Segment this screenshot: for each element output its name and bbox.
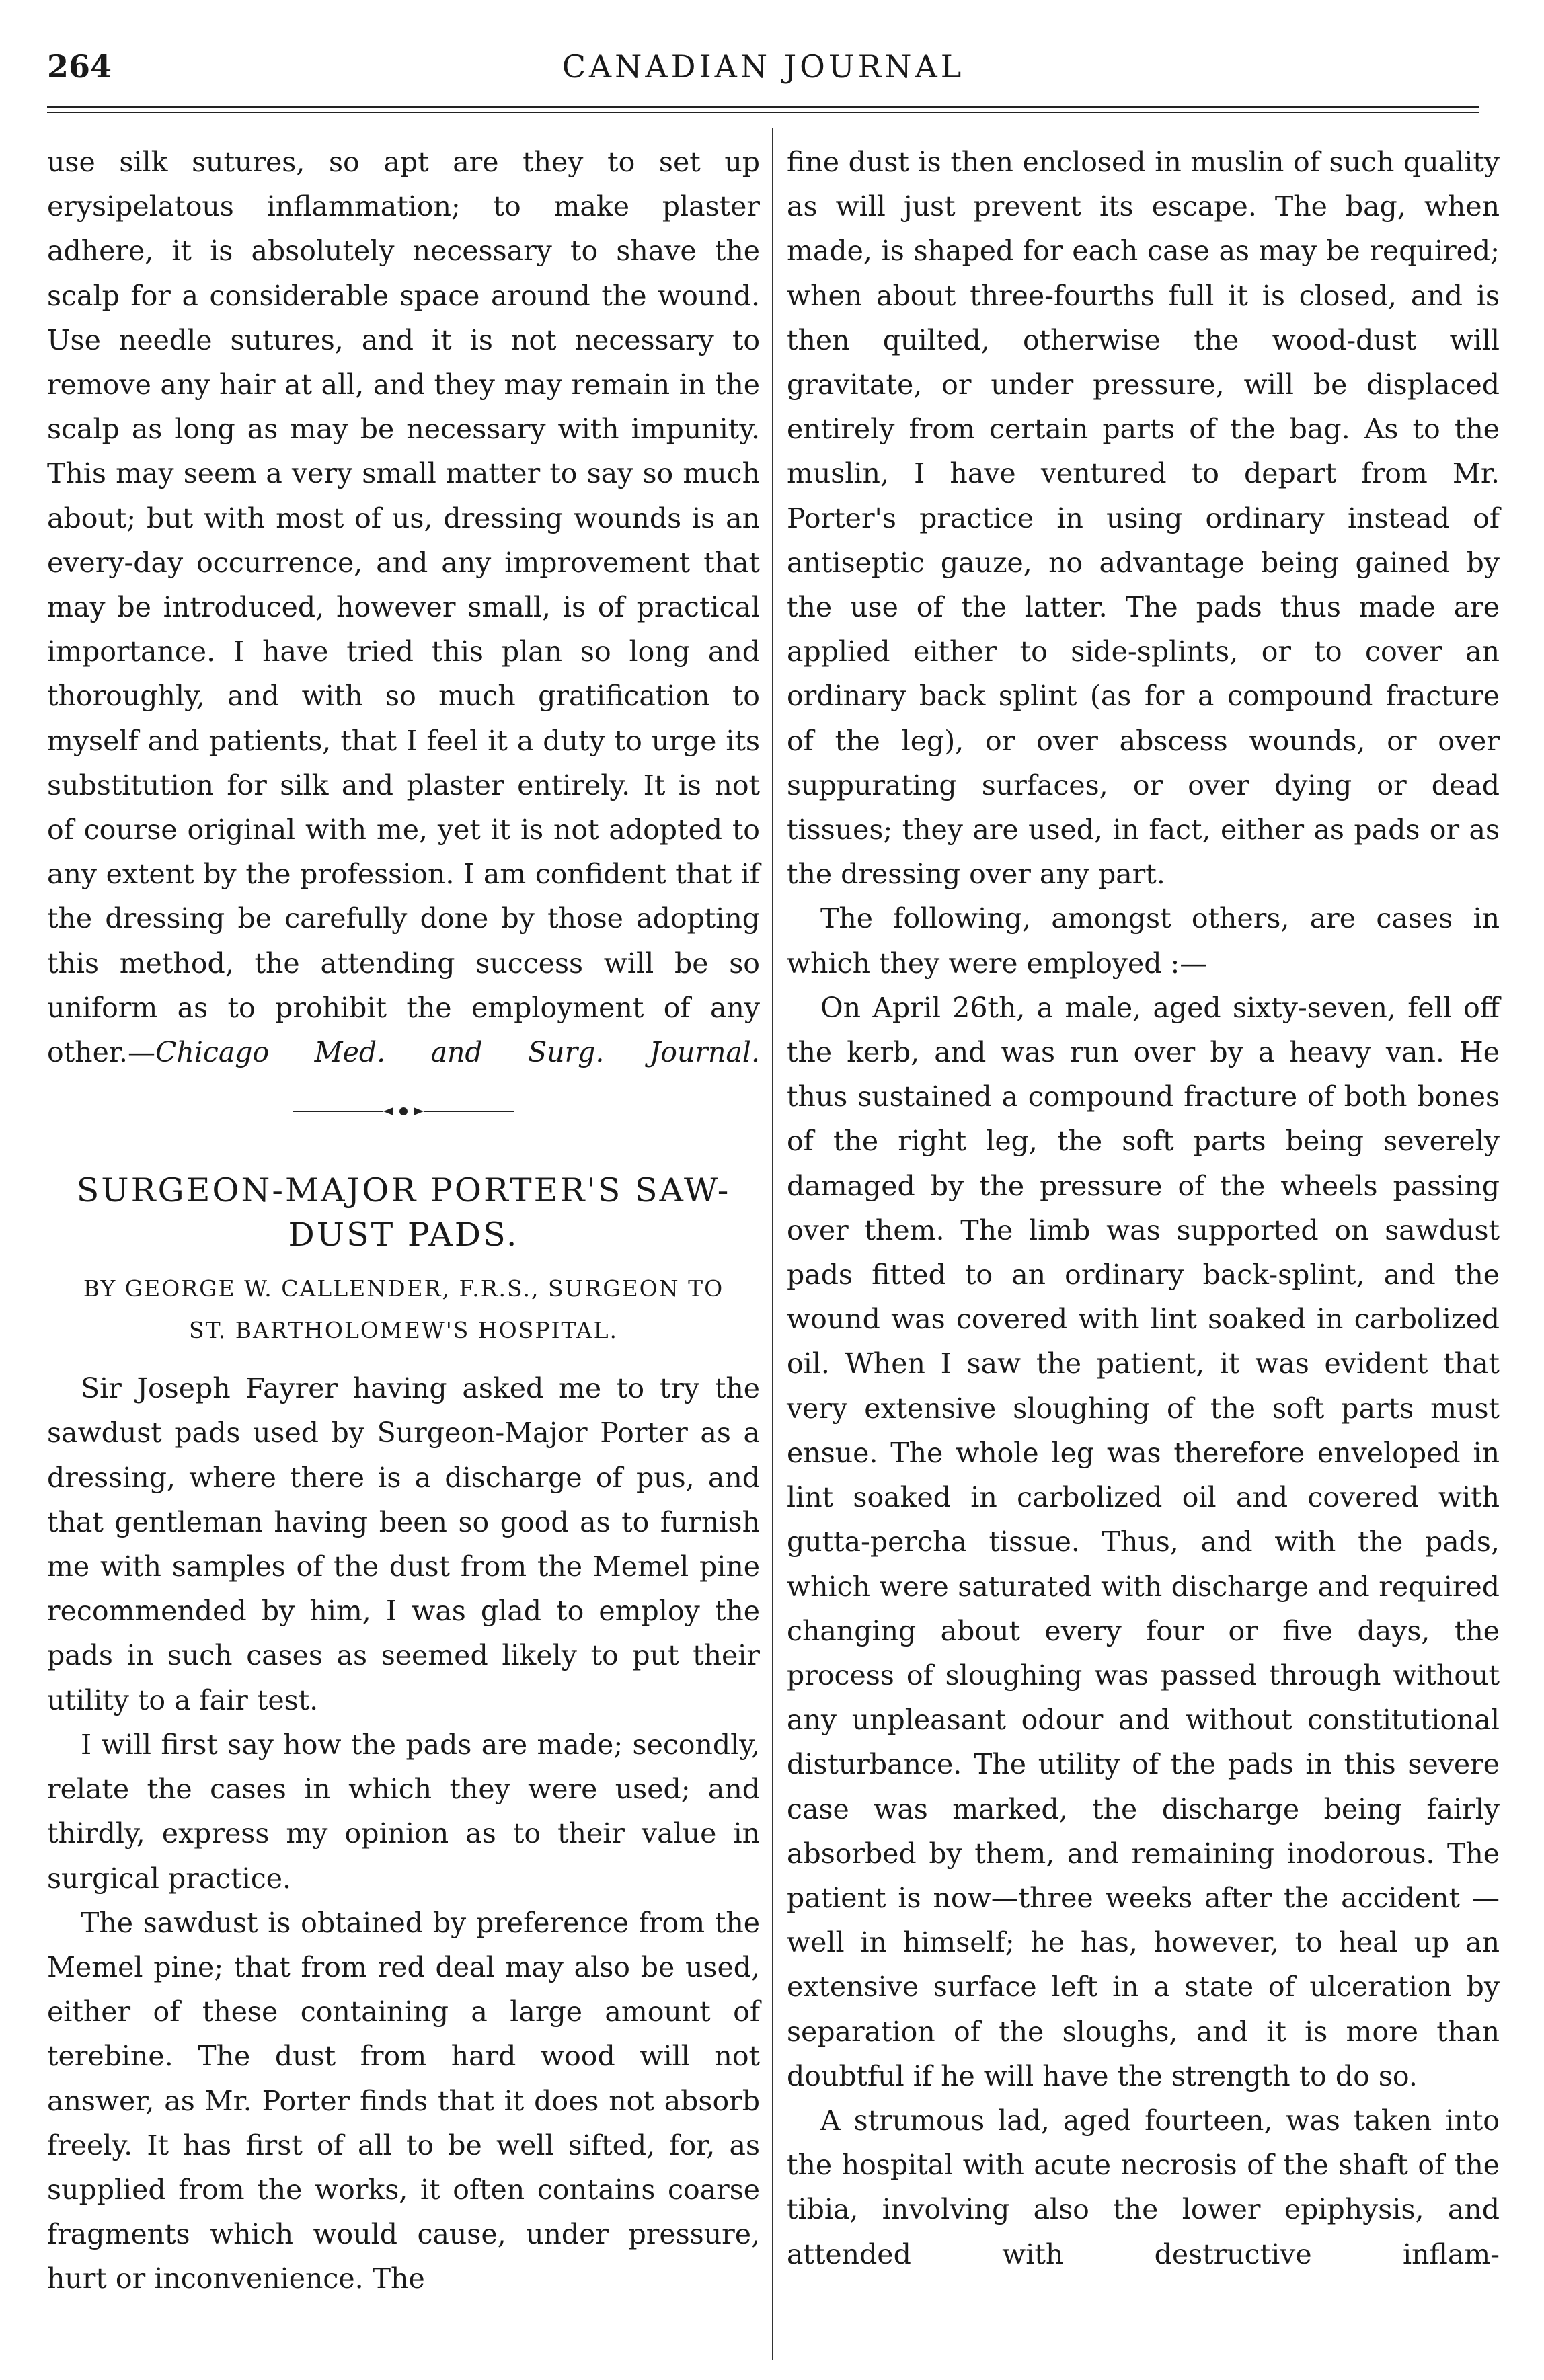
- paragraph: A strumous lad, aged fourteen, was taken into the hospital with acute necrosis of the shaft of the tibia, involving also the lower epiphysis, and attended with destructive inflam-: [787, 2104, 1500, 2270]
- right-column: [787, 140, 1500, 2276]
- section-ornament: [47, 1086, 760, 1131]
- article-byline: [47, 1268, 760, 1351]
- left-column: [47, 140, 760, 2301]
- paragraph: On April 26th, a male, aged sixty-seven, fell off the kerb, and was run over by a heavy van. He thus sustained a compound fracture of both bones of the right leg, the soft parts being severely damaged by the pressure of the wheels passing over them. The limb was supported on sawdust pads fitted to an ordinary back-splint, and the wound was covered with lint soaked in carbolized oil. When I saw the patient, it was evident that very extensive sloughing of the soft parts must ensue. The whole leg was therefore enveloped in lint soaked in carbolized oil and covered with gutta-percha tissue. Thus, and with the pads, which were saturated with discharge and required changing about every four or five days, the process of sloughing was passed through without any unpleasant odour and without constitutional disturbance. The utility of the pads in this severe case was marked, the discharge being fairly absorbed by them, and remaining inodorous. The patient is now—three weeks after the accident —well in himself; he has, however, to heal up an extensive surface left in a state of ulceration by separation of the sloughs, and it is more than doubtful if he will have the strength to do so.: [787, 991, 1500, 2092]
- header-rule: [47, 106, 1479, 108]
- column-divider: [772, 128, 773, 2360]
- page-number: 264: [47, 48, 112, 85]
- article-title-line: DUST PADS.: [288, 1216, 519, 1255]
- byline-line: ST. BARTHOLOMEW'S HOSPITAL.: [189, 1317, 618, 1344]
- ornament-divider-icon: [293, 1105, 514, 1118]
- paragraph-continued: fine dust is then enclosed in muslin of such quality as will just prevent its escape. The bag, when made, is shaped for each case as may be required; when about three-fourths full it is closed, and is then quilted, otherwise the wood-dust will gravitate, or under pressure, will be displaced entirely from certain parts of the bag. As to the muslin, I have ventured to depart from Mr. Porter's practice in using ordinary instead of antiseptic gauze, no advantage being gained by the use of the latter. The pads thus made are applied either to side-splints, or to cover an ordinary back splint (as for a compound fracture of the leg), or over abscess wounds, or over suppurating surfaces, or over dying or dead tissues; they are used, in fact, either as pads or as the dressing over any part.: [787, 146, 1500, 891]
- running-title: CANADIAN JOURNAL: [562, 48, 965, 85]
- paragraph-continued: [47, 140, 760, 1074]
- paragraph: Sir Joseph Fayrer having asked me to try the sawdust pads used by Surgeon-Major Porter as a dressing, where there is a discharge of pus, and that gentleman having been so good as to furnish me with samples of the dust from the Memel pine recommended by him, I was glad to employ the pads in such cases as seemed likely to put their utility to a fair test.: [47, 1372, 760, 1716]
- byline-line: BY GEORGE W. CALLENDER, F.R.S., SURGEON TO: [83, 1275, 724, 1302]
- article-title-line: SURGEON-MAJOR PORTER'S SAW-: [76, 1171, 731, 1210]
- page-header: [47, 48, 1479, 89]
- header-rule-thin: [47, 112, 1479, 113]
- paragraph-text: use silk sutures, so apt are they to set up erysipelatous inflammation; to make plaster adhere, it is absolutely necessary to shave the scalp for a considerable space around the wound. Use needle sutures, and it is not necessary to remove any hair at all, and they may remain in the scalp as long as may be necessary with impunity. This may seem a very small matter to say so much about; but with most of us, dressing wounds is an every-day occurrence, and any improvement that may be introduced, however small, is of practical importance. I have tried this plan so long and thoroughly, and with so much gratification to myself and patients, that I feel it a duty to urge its substitution for silk and plaster entirely. It is not of course original with me, yet it is not adopted to any extent by the profession. I am confident that if the dressing be carefully done by those adopting this method, the attending success will be so uniform as to prohibit the employment of any other.—: [47, 146, 760, 1069]
- article-title: [47, 1168, 760, 1257]
- paragraph: I will first say how the pads are made; secondly, relate the cases in which they were used; and thirdly, express my opinion as to their value in surgical practice.: [47, 1728, 760, 1895]
- journal-citation: Chicago Med. and Surg. Journal.: [155, 1036, 760, 1069]
- paragraph: The following, amongst others, are cases in which they were employed :—: [787, 902, 1500, 980]
- paragraph: The sawdust is obtained by preference from the Memel pine; that from red deal may also be used, either of these containing a large amount of terebine. The dust from hard wood will not answer, as Mr. Porter finds that it does not absorb freely. It has first of all to be well sifted, for, as supplied from the works, it often contains coarse fragments which would cause, under pressure, hurt or inconvenience. The: [47, 1906, 760, 2295]
